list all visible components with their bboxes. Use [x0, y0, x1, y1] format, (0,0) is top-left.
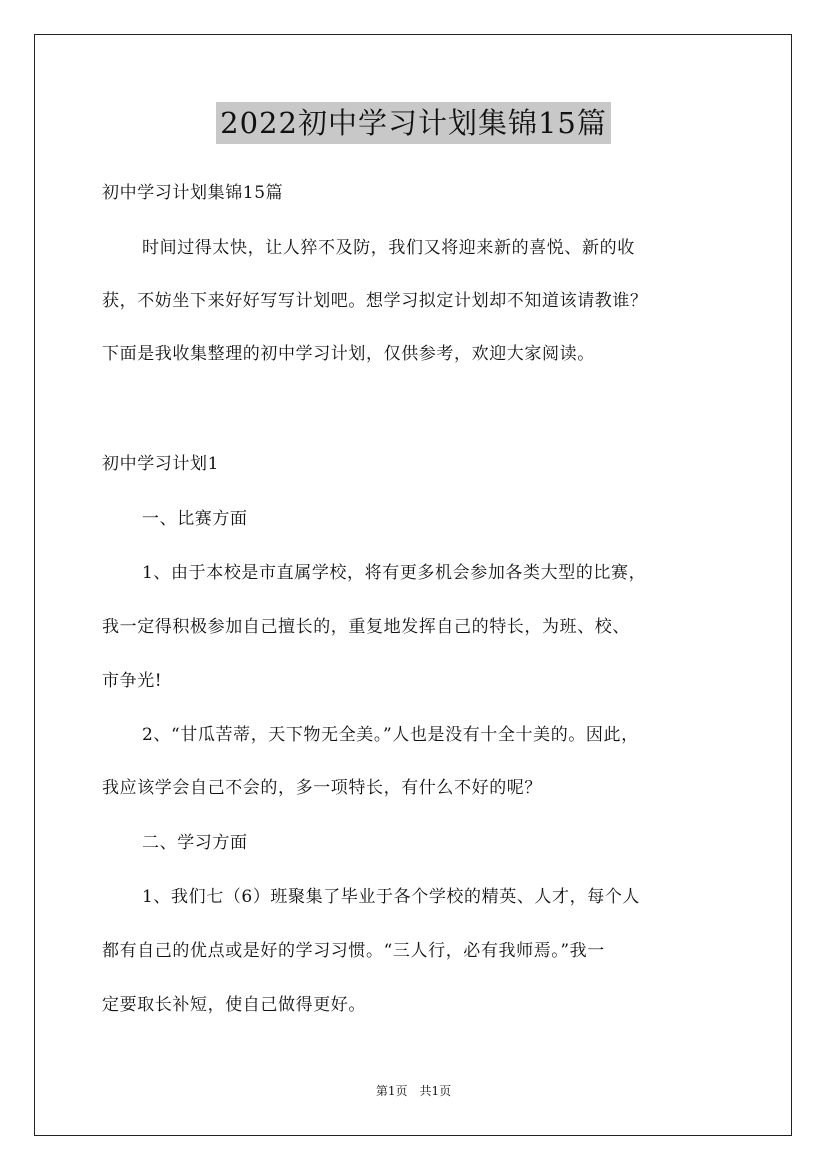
section1-item1-line-3: 市争光! — [102, 671, 163, 691]
section2-item1-line-3: 定要取长补短，使自己做得更好。 — [102, 995, 366, 1015]
page-number-footer: 第1页 共1页 — [375, 1084, 452, 1098]
intro-line-3: 下面是我收集整理的初中学习计划，仅供参考，欢迎大家阅读。 — [102, 344, 595, 364]
section1-heading: 一、比赛方面 — [142, 509, 248, 529]
title-container — [0, 102, 827, 144]
section2-item1-line-1: 1、我们七（6）班聚集了毕业于各个学校的精英、人才，每个人 — [142, 887, 641, 907]
document-title: 2022初中学习计划集锦15篇 — [216, 102, 611, 144]
section1-item2-line-2: 我应该学会自己不会的，多一项特长，有什么不好的呢？ — [102, 778, 542, 798]
plan1-heading: 初中学习计划1 — [102, 454, 220, 474]
intro-line-1: 时间过得太快，让人猝不及防，我们又将迎来新的喜悦、新的收 — [142, 238, 635, 258]
section1-item2-line-1: 2、“甘瓜苦蒂，天下物无全美。”人也是没有十全十美的。因此， — [142, 725, 639, 745]
section2-heading: 二、学习方面 — [142, 833, 248, 853]
section2-item1-line-2: 都有自己的优点或是好的学习习惯。“三人行，必有我师焉。”我一 — [102, 941, 605, 961]
subtitle: 初中学习计划集锦15篇 — [102, 183, 284, 203]
section1-item1-line-2: 我一定得积极参加自己擅长的，重复地发挥自己的特长，为班、校、 — [102, 617, 630, 637]
intro-line-2: 获，不妨坐下来好好写写计划吧。想学习拟定计划却不知道该请教谁？ — [102, 291, 648, 311]
section1-item1-line-1: 1、由于本校是市直属学校，将有更多机会参加各类大型的比赛， — [142, 563, 647, 583]
